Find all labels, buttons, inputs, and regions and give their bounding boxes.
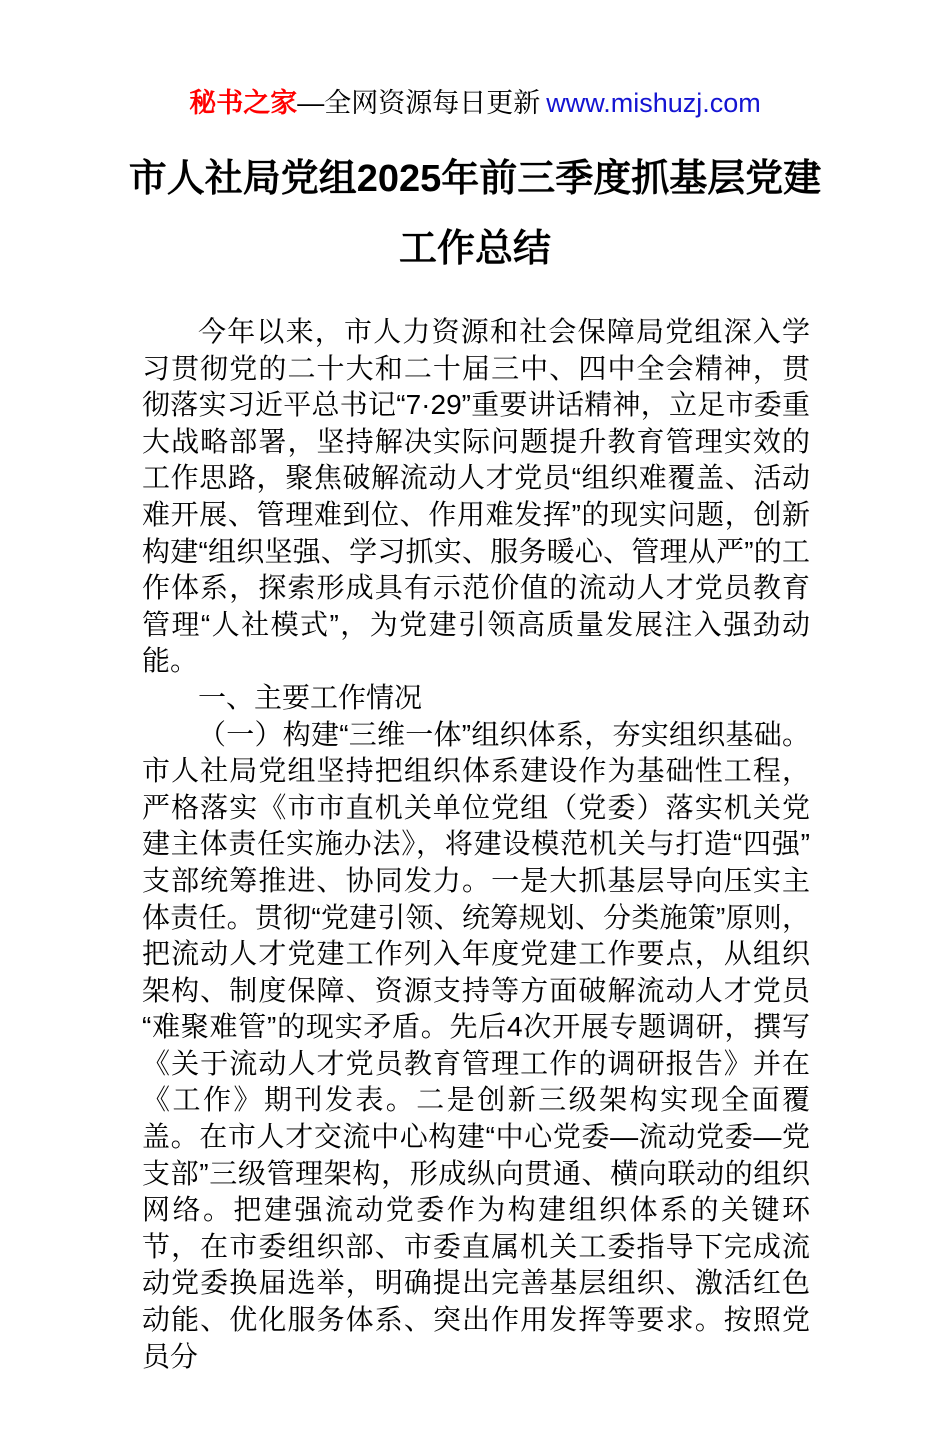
- document-title-line1: 市人社局党组2025年前三季度抓基层党建: [128, 158, 822, 200]
- paragraph-section-one: （一）构建“三维一体”组织体系，夯实组织基础。市人社局党组坚持把组织体系建设作为基础性工程，严格落实《市市直机关单位党组（党委）落实机关党建主体责任实施办法》，将建设模范机关与打造“四强”支部统筹推进、协同发力。一是大抓基层导向压实主体责任。贯彻“党建引领、统筹规划、分类施策”原则，把流动人才党建工作列入年度党建工作要点，从组织架构、制度保障、资源支持等方面破解流动人才党员“难聚难管”的现实矛盾。先后4次开展专题调研，撰写《关于流动人才党员教育管理工作的调研报告》并在《工作》期刊发表。二是创新三级架构实现全面覆盖。在市人才交流中心构建“中心党委—流动党委—党支部”三级管理架构，形成纵向贯通、横向联动的组织网络。把建强流动党委作为构建组织体系的关键环节，在市委组织部、市委直属机关工委指导下完成流动党委换届选举，明确提出完善基层组织、激活红色动能、优化服务体系、突出作用发挥等要求。按照党员分: [142, 718, 810, 1372]
- header-tagline: —全网资源每日更新: [297, 88, 541, 118]
- header-url-link[interactable]: www.mishuzj.com: [546, 88, 761, 118]
- document-body: [142, 314, 810, 1375]
- brand-text: 秘书之家: [189, 88, 298, 118]
- promo-header: [0, 86, 950, 120]
- paragraph-section-heading: 一、主要工作情况: [198, 681, 423, 713]
- document-title-line2: 工作总结: [398, 228, 551, 270]
- paragraph-intro: 今年以来，市人力资源和社会保障局党组深入学习贯彻党的二十大和二十届三中、四中全会精神，贯彻落实习近平总书记“7·29”重要讲话精神，立足市委重大战略部署，坚持解决实际问题提升教育管理实效的工作思路，聚焦破解流动人才党员“组织难覆盖、活动难开展、管理难到位、作用难发挥”的现实问题，创新构建“组织坚强、学习抓实、服务暖心、管理从严”的工作体系，探索形成具有示范价值的流动人才党员教育管理“人社模式”，为党建引领高质量发展注入强劲动能。: [142, 316, 810, 677]
- document-page: [0, 86, 950, 1430]
- document-title: [0, 144, 950, 284]
